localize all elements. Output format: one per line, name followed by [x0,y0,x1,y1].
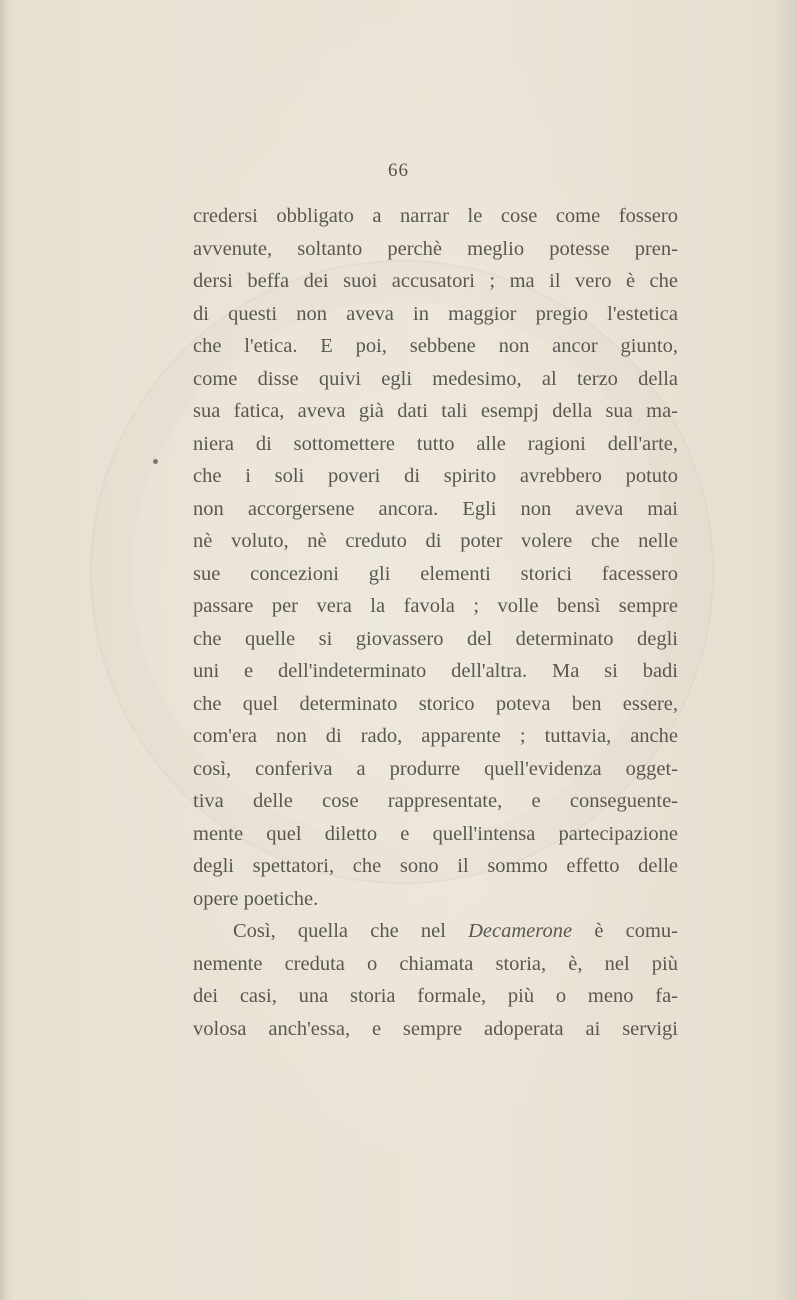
text-segment: Così, quella che nel [233,920,469,942]
text-line: volosa anch'essa, e sempre adoperata ai servigi [193,1017,678,1040]
text-segment: è comu- [572,920,678,942]
text-line: che i soli poveri di spirito avrebbero potuto [193,465,678,487]
text-line: dersi beffa dei suoi accusatori ; ma il vero è che [193,270,678,292]
text-line: passare per vera la favola ; volle bensì sempre [193,595,678,617]
text-line: così, conferiva a produrre quell'evidenza ogget- [193,757,678,780]
text-line: sua fatica, aveva già dati tali esempj della sua ma- [193,400,678,422]
text-line: che quel determinato storico poteva ben essere, [193,692,678,715]
text-line: di questi non aveva in maggior pregio l'estetica [193,302,678,325]
page-number: 66 [388,160,409,181]
body-text [193,200,678,1045]
page-edge [0,0,6,1300]
paragraph-start-line [193,915,678,948]
text-line: com'era non di rado, apparente ; tuttavia, anche [193,725,678,747]
text-line: degli spettatori, che sono il sommo effetto delle [193,855,678,877]
text-line: credersi obbligato a narrar le cose come fossero [193,205,678,227]
text-line: opere poetiche. [193,887,319,910]
italic-title: Decamerone [468,920,573,942]
text-line: dei casi, una storia formale, più o meno fa- [193,985,678,1007]
margin-mark [153,459,158,464]
text-line: nemente creduta o chiamata storia, è, nel più [193,952,678,975]
text-line: che l'etica. E poi, sebbene non ancor giunto, [193,335,678,357]
text-line: mente quel diletto e quell'intensa partecipazione [193,822,678,845]
text-line: sue concezioni gli elementi storici facessero [193,562,678,585]
text-line: uni e dell'indeterminato dell'altra. Ma si badi [193,660,678,682]
text-line: avvenute, soltanto perchè meglio potesse pren- [193,237,678,260]
text-line: che quelle si giovassero del determinato degli [193,627,678,650]
text-line: non accorgersene ancora. Egli non aveva mai [193,497,678,520]
text-line: nè voluto, nè creduto di poter volere che nelle [193,530,678,552]
text-line: niera di sottomettere tutto alle ragioni dell'arte, [193,432,678,455]
text-line: tiva delle cose rappresentate, e conseguente- [193,790,678,812]
text-line: come disse quivi egli medesimo, al terzo della [193,367,678,390]
